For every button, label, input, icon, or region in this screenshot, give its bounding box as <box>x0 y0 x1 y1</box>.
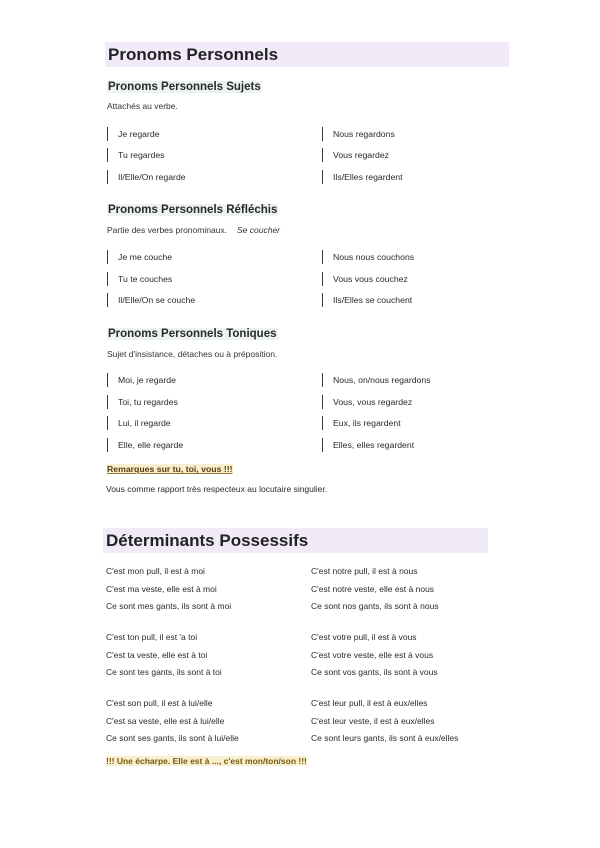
pronoun-cell: Nous, on/nous regardons <box>322 373 431 387</box>
possessive-line: Ce sont vos gants, ils sont à vous <box>311 667 438 677</box>
remark-text: Vous comme rapport très respecteux au locutaire singulier. <box>106 484 328 494</box>
possessive-line: C'est notre pull, il est à nous <box>311 566 418 576</box>
possessive-line: C'est votre pull, il est à vous <box>311 632 417 642</box>
possessive-line: Ce sont leurs gants, ils sont à eux/elles <box>311 733 459 743</box>
pronoun-cell: Il/Elle/On regarde <box>107 170 186 184</box>
possessive-line: Ce sont ses gants, ils sont à lui/elle <box>106 733 239 743</box>
pronoun-cell: Ils/Elles se couchent <box>322 293 412 307</box>
pronoun-cell: Nous regardons <box>322 127 395 141</box>
pronoun-cell: Toi, tu regardes <box>107 395 178 409</box>
possessive-line: Ce sont tes gants, ils sont à toi <box>106 667 222 677</box>
possessive-line: C'est son pull, il est à lui/elle <box>106 698 213 708</box>
possessive-line: C'est leur veste, il est à eux/elles <box>311 716 435 726</box>
desc-pronoms-toniques: Sujet d'insistance, détaches ou à préposition. <box>107 349 278 359</box>
example-verb: Se coucher <box>237 225 281 235</box>
pronoun-cell: Vous regardez <box>322 148 389 162</box>
pronoun-cell: Tu te couches <box>107 272 172 286</box>
final-note: !!! Une écharpe. Elle est à ..., c'est mon/ton/son !!! <box>106 756 307 766</box>
pronoun-cell: Il/Elle/On se couche <box>107 293 195 307</box>
remark-heading: Remarques sur tu, toi, vous !!! <box>107 464 233 474</box>
possessive-line: Ce sont nos gants, ils sont à nous <box>311 601 439 611</box>
possessive-line: C'est ma veste, elle est à moi <box>106 584 217 594</box>
pronoun-cell: Je regarde <box>107 127 160 141</box>
pronoun-cell: Tu regardes <box>107 148 165 162</box>
pronoun-cell: Eux, ils regardent <box>322 416 401 430</box>
desc-pronoms-reflechis: Partie des verbes pronominaux. Se coucher <box>107 225 281 235</box>
pronoun-cell: Je me couche <box>107 250 172 264</box>
pronoun-cell: Elle, elle regarde <box>107 438 183 452</box>
possessive-line: C'est leur pull, il est à eux/elles <box>311 698 428 708</box>
pronoun-cell: Ils/Elles regardent <box>322 170 403 184</box>
section-title-pronoms-personnels: Pronoms Personnels <box>105 42 509 67</box>
pronoun-cell: Elles, elles regardent <box>322 438 414 452</box>
section-title-determinants-possessifs: Déterminants Possessifs <box>103 528 488 553</box>
heading-pronoms-reflechis: Pronoms Personnels Réfléchis <box>108 204 278 216</box>
pronoun-cell: Moi, je regarde <box>107 373 176 387</box>
possessive-line: C'est mon pull, il est à moi <box>106 566 205 576</box>
desc-pronoms-sujets: Attachés au verbe. <box>107 101 178 111</box>
possessive-line: C'est votre veste, elle est à vous <box>311 650 434 660</box>
heading-pronoms-toniques: Pronoms Personnels Toniques <box>108 328 277 340</box>
possessive-line: Ce sont mes gants, ils sont à moi <box>106 601 232 611</box>
possessive-line: C'est ta veste, elle est à toi <box>106 650 208 660</box>
pronoun-cell: Vous, vous regardez <box>322 395 412 409</box>
pronoun-cell: Vous vous couchez <box>322 272 408 286</box>
pronoun-cell: Lui, il regarde <box>107 416 171 430</box>
heading-pronoms-sujets: Pronoms Personnels Sujets <box>108 81 261 93</box>
possessive-line: C'est notre veste, elle est à nous <box>311 584 435 594</box>
possessive-line: C'est sa veste, elle est à lui/elle <box>106 716 225 726</box>
possessive-line: C'est ton pull, il est 'a toi <box>106 632 198 642</box>
pronoun-cell: Nous nous couchons <box>322 250 414 264</box>
